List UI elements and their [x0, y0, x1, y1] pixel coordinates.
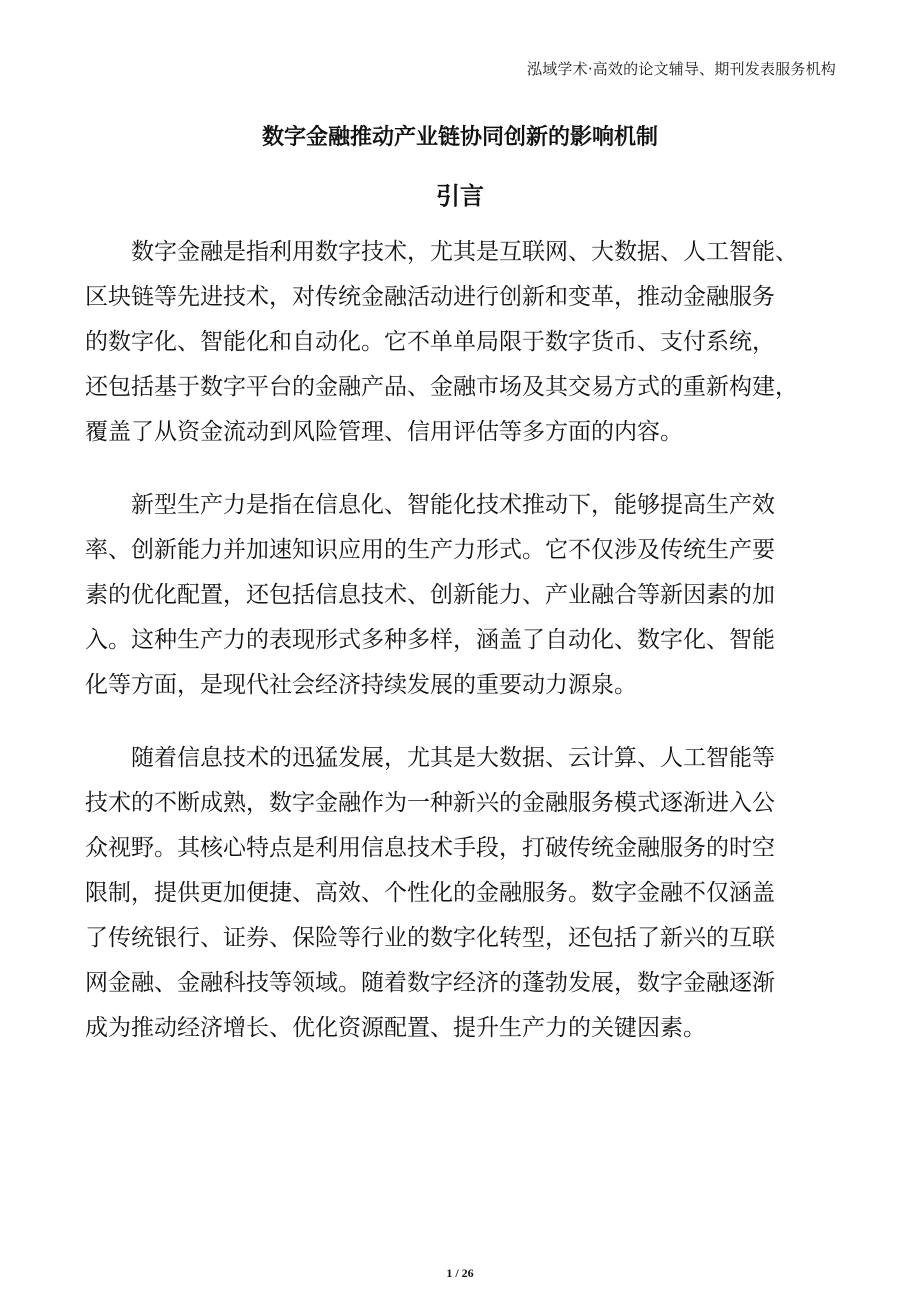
paragraph-1 [85, 230, 845, 455]
paragraph-line: 覆盖了从资金流动到风险管理、信用评估等多方面的内容。 [85, 419, 683, 445]
paragraph-3 [85, 736, 845, 1051]
section-heading-introduction: 引言 [436, 182, 484, 210]
paragraph-line: 率、创新能力并加速知识应用的生产力形式。它不仅涉及传统生产要 [85, 537, 775, 563]
paragraph-line: 入。这种生产力的表现形式多种多样，涵盖了自动化、数字化、智能 [85, 627, 775, 653]
paragraph-line: 成为推动经济增长、优化资源配置、提升生产力的关键因素。 [85, 1015, 706, 1041]
paragraph-line: 技术的不断成熟，数字金融作为一种新兴的金融服务模式逐渐进入公 [85, 790, 775, 816]
paragraph-line: 新型生产力是指在信息化、智能化技术推动下，能够提高生产效 [131, 492, 775, 518]
paragraph-line: 众视野。其核心特点是利用信息技术手段，打破传统金融服务的时空 [85, 835, 775, 861]
document-body [85, 230, 845, 1079]
paragraph-line: 化等方面，是现代社会经济持续发展的重要动力源泉。 [85, 672, 637, 698]
paragraph-line: 数字金融是指利用数字技术，尤其是互联网、大数据、人工智能、 [131, 239, 798, 265]
page-number: 1 / 26 [446, 1266, 474, 1280]
paragraph-2 [85, 483, 845, 708]
paragraph-line: 还包括基于数字平台的金融产品、金融市场及其交易方式的重新构建， [85, 374, 798, 400]
paragraph-line: 素的优化配置，还包括信息技术、创新能力、产业融合等新因素的加 [85, 582, 775, 608]
header-institution-text: 泓域学术·高效的论文辅导、期刊发表服务机构 [527, 60, 836, 78]
document-title: 数字金融推动产业链协同创新的影响机制 [261, 125, 658, 150]
paragraph-line: 限制，提供更加便捷、高效、个性化的金融服务。数字金融不仅涵盖 [85, 880, 775, 906]
paragraph-line: 了传统银行、证券、保险等行业的数字化转型，还包括了新兴的互联 [85, 925, 775, 951]
paragraph-line: 随着信息技术的迅猛发展，尤其是大数据、云计算、人工智能等 [131, 745, 775, 771]
paragraph-line: 网金融、金融科技等领域。随着数字经济的蓬勃发展，数字金融逐渐 [85, 970, 775, 996]
paragraph-line: 区块链等先进技术，对传统金融活动进行创新和变革，推动金融服务 [85, 284, 775, 310]
paragraph-line: 的数字化、智能化和自动化。它不单单局限于数字货币、支付系统， [85, 329, 775, 355]
